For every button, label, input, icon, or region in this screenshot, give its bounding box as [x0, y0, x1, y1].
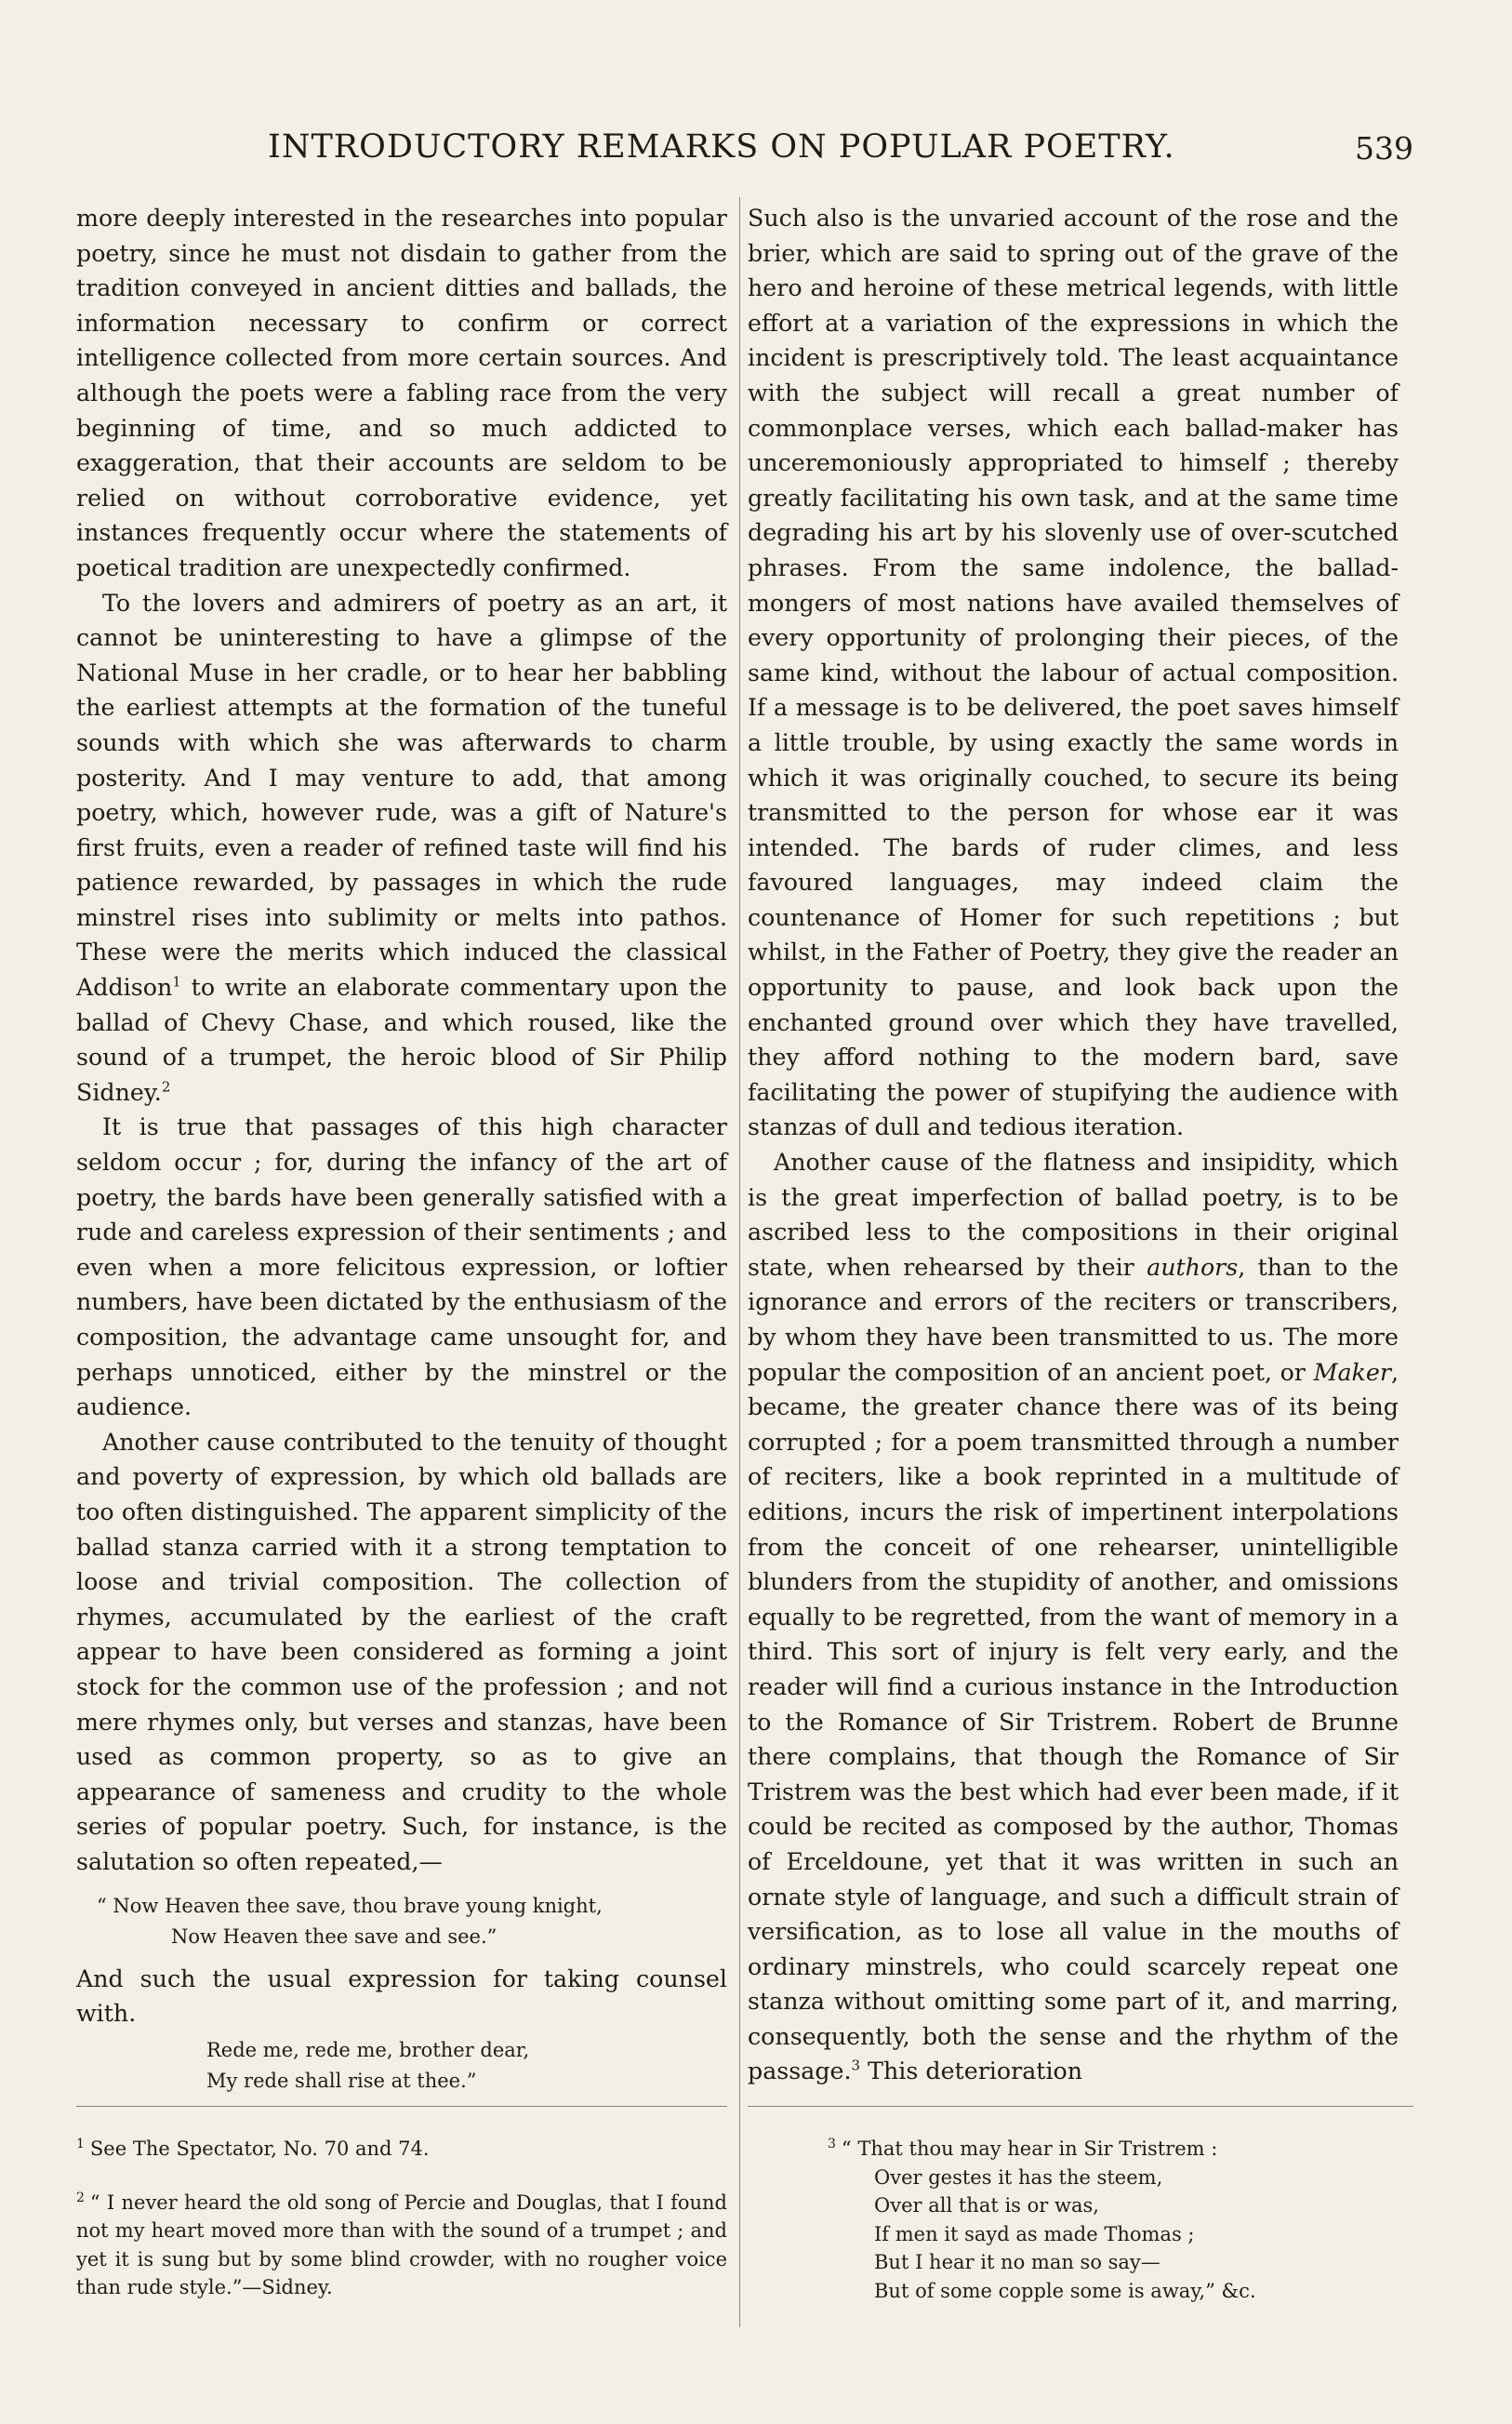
- verse-line: Over gestes it has the steem,: [874, 2165, 1163, 2189]
- paragraph: [76, 586, 727, 1111]
- italic-word: authors: [1147, 1253, 1239, 1281]
- footnote-mark: 1: [76, 2137, 85, 2151]
- paragraph: Such also is the unvaried account of the rose and the brier, which are said to spring out of the grave of the hero and heroine of these metrical legends, with little effort at a variation of the expressions in which the incident is prescriptively told. The least acquaintance with the subject will recall a great number of commonplace verses, which each ballad-maker has unceremoniously appropriated to himself ; thereby greatly facilitating his own task, and at the same time degrading his art by his slovenly use of over-scutched phrases. From the same indolence, the ballad-mongers of most nations have availed themselves of every opportunity of prolonging their pieces, of the same kind, without the labour of actual composition. If a message is to be delivered, the poet saves himself a little trouble, by using exactly the same words in which it was originally couched, to secure its being transmitted to the person for whose ear it was intended. The bards of ruder climes, and less favoured languages, may indeed claim the countenance of Homer for such repetitions ; but whilst, in the Father of Poetry, they give the reader an opportunity to pause, and look back upon the enchanted ground over which they have travelled, they afford nothing to the modern bard, save facilitating the power of stupifying the audience with stanzas of dull and tedious iteration.: [748, 205, 1399, 1141]
- footnote-rule: [76, 2106, 727, 2107]
- verse-line: But of some copple some is away,” &c.: [874, 2279, 1256, 2302]
- paragraph: [748, 1145, 1399, 2089]
- footnote: [76, 2184, 727, 2302]
- verse-line: “ Now Heaven thee save, thou brave young knight,: [97, 1894, 603, 1917]
- paragraph: more deeply interested in the researches into popular poetry, since he must not disdain to gather from the tradition conveyed in ancient ditties and ballads, the information necessary to confirm or correct intelligence collected from more certain sources. And although the poets were a fabling race from the very beginning of time, and so much addicted to exaggeration, that their accounts are seldom to be relied on without corroborative evidence, yet instances frequently occur where the statements of poetical tradition are unexpectedly confirmed.: [76, 205, 727, 581]
- footnote-ref: 2: [161, 1078, 171, 1096]
- footnote-rule: [748, 2106, 1413, 2107]
- footnotes-right: [828, 2130, 1386, 2305]
- footnote-mark: 3: [828, 2137, 836, 2151]
- footnote-verse: [874, 2164, 1386, 2306]
- footnote: [76, 2130, 727, 2164]
- left-column: [76, 201, 727, 2097]
- footnote-text: See The Spectator, No. 70 and 74.: [89, 2138, 430, 2160]
- verse-line: If men it sayd as made Thomas ;: [874, 2222, 1195, 2245]
- verse-quote: [97, 1891, 727, 1952]
- paragraph-text: This deterioration: [860, 2058, 1083, 2085]
- column-divider: [739, 197, 740, 2327]
- paragraph-text: To the lovers and admirers of poetry as an art, it cannot be uninteresting to have a glimpse of the National Muse in her cradle, or to hear her babbling the earliest attempts at the formation of the tuneful sounds with which she was afterwards to charm posterity. And I may venture to add, that among poetry, which, however rude, was a gift of Nature's first fruits, even a reader of refined taste will find his patience rewarded, by passages in which the rude minstrel rises into sublimity or melts into pathos. These were the merits which induced the classical Addison: [76, 589, 727, 1002]
- page-number: 539: [1355, 130, 1413, 166]
- footnote-ref: 3: [851, 2058, 861, 2075]
- paragraph-text: to write an elaborate commentary upon the ballad of Chevy Chase, and which roused, like the sound of a trumpet, the heroic blood of Sir Philip Sidney.: [76, 974, 727, 1106]
- verse-line: Now Heaven thee save and see.”: [171, 1925, 497, 1948]
- footnote-text: “ That thou may hear in Sir Tristrem :: [841, 2138, 1218, 2160]
- paragraph: It is true that passages of this high character seldom occur ; for, during the infancy of the art of poetry, the bards have been generally satisfied with a rude and careless expression of their sentiments ; and even when a more felicitous expression, or loftier numbers, have been dictated by the enthusiasm of the composition, the advantage came unsought for, and perhaps unnoticed, either by the minstrel or the audience.: [76, 1113, 727, 1421]
- running-title: INTRODUCTORY REMARKS ON POPULAR POETRY.: [268, 128, 1175, 166]
- verse-line: My rede shall rise at thee.”: [206, 2069, 477, 2092]
- paragraph-text: , than to the ignorance and errors of the reciters or transcribers, by whom they have been transmitted to us. The more popular the composition of an ancient poet, or: [748, 1253, 1399, 1386]
- paragraph-text: Another cause of the flatness and insipidity, which is the great imperfection of ballad poetry, is to be ascribed less to the compositions in their original state, when rehearsed by their: [748, 1149, 1399, 1281]
- verse-line: Rede me, rede me, brother dear,: [206, 2038, 530, 2061]
- paragraph: Another cause contributed to the tenuity of thought and poverty of expression, by which old ballads are too often distinguished. The apparent simplicity of the ballad stanza carried with it a strong temptation to loose and trivial composition. The collection of rhymes, accumulated by the earliest of the craft appear to have been considered as forming a joint stock for the common use of the profession ; and not mere rhymes only, but verses and stanzas, have been used as common property, so as to give an appearance of sameness and crudity to the whole series of popular poetry. Such, for instance, is the salutation so often repeated,—: [76, 1428, 727, 1875]
- italic-word: Maker: [1313, 1358, 1391, 1386]
- footnote: [828, 2130, 1386, 2164]
- verse-line: Over all that is or was,: [874, 2194, 1099, 2217]
- footnote-mark: 2: [76, 2190, 85, 2205]
- page-header: [74, 128, 1413, 177]
- right-column: [748, 201, 1399, 2089]
- footnote-ref: 1: [172, 973, 181, 991]
- verse-quote: [206, 2035, 727, 2097]
- footnotes-left: [76, 2130, 727, 2323]
- paragraph-text: , became, the greater chance there was of its being corrupted ; for a poem transmitted through a number of reciters, like a book reprinted in a multitude of editions, incurs the risk of impertinent interpolations from the conceit of one rehearser, unintelligible blunders from the stupidity of another, and omissions equally to be regretted, from the want of memory in a third. This sort of injury is felt very early, and the reader will find a curious instance in the Introduction to the Romance of Sir Tristrem. Robert de Brunne there complains, that though the Romance of Sir Tristrem was the best which had ever been made, if it could be recited as composed by the author, Thomas of Erceldoune, yet that it was written in such an ornate style of language, and such a difficult strain of versification, as to lose all value in the mouths of ordinary minstrels, who could scarcely repeat one stanza without omitting some part of it, and marring, consequently, both the sense and the rhythm of the passage.: [748, 1358, 1399, 2085]
- paragraph: And such the usual expression for taking counsel with.: [76, 1965, 727, 2028]
- verse-line: But I hear it no man so say—: [874, 2251, 1161, 2273]
- footnote-text: “ I never heard the old song of Percie and Douglas, that I found not my heart moved more than with the sound of a trumpet ; and yet it is sung but by some blind crowder, with no rougher voice than rude style.”—Sidney.: [76, 2191, 727, 2298]
